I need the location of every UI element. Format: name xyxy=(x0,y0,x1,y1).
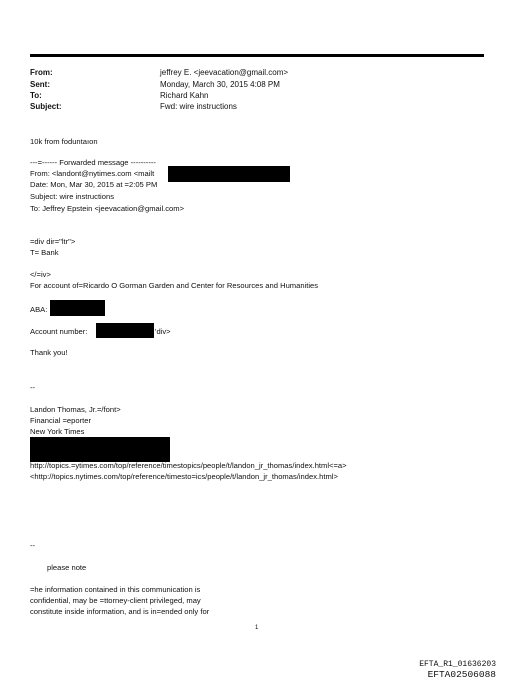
div-line: =div dir="ltr"> xyxy=(30,237,76,246)
thanks-line: Thank you! xyxy=(30,348,68,357)
forwarded-date: Date: Mon, Mar 30, 2015 at =2:05 PM xyxy=(30,180,158,189)
redaction-box xyxy=(168,166,290,182)
from-label: From: xyxy=(30,68,53,77)
forwarded-subject: Subject: wire instructions xyxy=(30,192,114,201)
account-number-suffix: 'div> xyxy=(155,327,171,336)
account-of-line: For account of=Ricardo O Gorman Garden and Center for Resources and Humanities xyxy=(30,281,319,290)
account-number-label: Account number: xyxy=(30,327,88,336)
notice-line-1: =he information contained in this communication is xyxy=(30,585,201,594)
sent-label: Sent: xyxy=(30,80,50,89)
close-div-line: </=iv> xyxy=(30,270,51,279)
redaction-box xyxy=(50,300,105,316)
intro-line: 10k from foduntaıon xyxy=(30,137,98,146)
signature-title: Financial =eporter xyxy=(30,416,91,425)
signature-dash: -- xyxy=(30,383,36,392)
from-value: jeffrey E. <jeevacation@gmail.com> xyxy=(160,68,289,77)
subject-label: Subject: xyxy=(30,102,62,111)
header-rule xyxy=(30,54,484,57)
to-value: Richard Kahn xyxy=(160,91,209,100)
footer-id-2: EFTA02506088 xyxy=(427,669,496,680)
redaction-box xyxy=(30,437,170,462)
subject-value: Fwd: wire instructions xyxy=(160,102,237,111)
forwarded-to: To: Jeffrey Epstein <jeevacation@gmail.com> xyxy=(30,204,185,213)
forwarded-marker: ---=------ Forwarded message ---------- xyxy=(30,158,156,167)
page-number: 1 xyxy=(255,625,259,631)
second-dash: -- xyxy=(30,541,36,550)
bank-line: T= Bank xyxy=(30,248,59,257)
to-label: To: xyxy=(30,91,42,100)
url-line-2: <http://topics.nytimes.com/top/reference/timesto=ics/people/t/landon_jr_thomas/index.html> xyxy=(30,472,338,481)
aba-label: ABA: xyxy=(30,305,48,314)
sent-value: Monday, March 30, 2015 4:08 PM xyxy=(160,80,280,89)
forwarded-from: From: <landont@nytimes.com <mailt xyxy=(30,169,155,178)
signature-name: Landon Thomas, Jr.=/font> xyxy=(30,405,121,414)
redaction-box xyxy=(96,323,154,338)
footer-id-1: EFTA_R1_01636203 xyxy=(419,660,496,669)
signature-org: New York Times xyxy=(30,427,85,436)
please-note-line: please note xyxy=(47,563,87,572)
url-line-1: http://topics.=ytimes.com/top/reference/timestopics/people/t/landon_jr_thomas/index.html<=a> xyxy=(30,461,347,470)
notice-line-2: confidential, may be =ttorney-client privileged, may xyxy=(30,596,201,605)
notice-line-3: constitute inside information, and is in=ended only for xyxy=(30,607,210,616)
